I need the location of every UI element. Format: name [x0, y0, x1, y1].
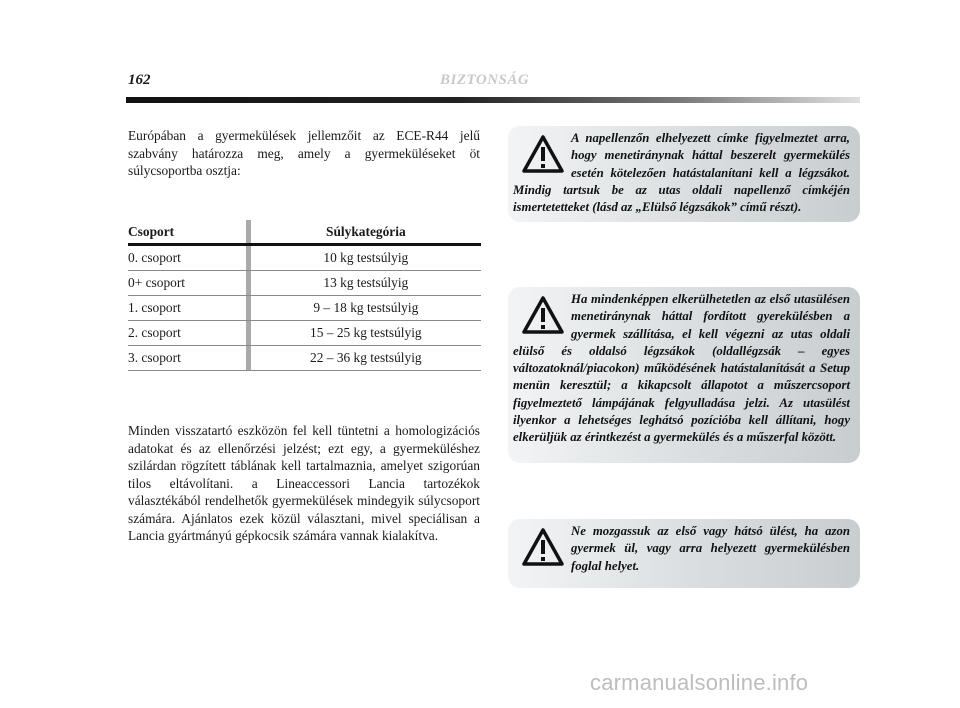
- group-cell: 0+ csoport: [128, 271, 246, 296]
- group-cell: 2. csoport: [128, 321, 246, 346]
- warning-text: Ha mindenképpen elkerülhetetlen az első utasülésen menetiránynak háttal fordított gyerekülésben a gyermek szállítása, el kell végezni az utas oldali elülső és oldalsó légzsákok (oldallégzsák – egyes változatoknál/piacokon) működésének hatástalanítását a Setup menün keresztül; a kikapcsolt állapotot a műszercsoport figyelmeztető lámpájának felgyulladása jelzi. Az utasülést ilyenkor a lehetséges leghátsó pozícióba kell állítani, hogy elkerüljük az érintkezést a gyermekülés és a műszerfal között.: [513, 292, 850, 445]
- watermark: carmanualsonline.info: [590, 670, 809, 695]
- group-cell: 3. csoport: [128, 346, 246, 371]
- column-header-weight: Súlykategória: [251, 220, 481, 245]
- table-row: [128, 321, 481, 346]
- weight-table: [128, 220, 481, 371]
- weight-cell: 9 – 18 kg testsúlyig: [251, 296, 481, 321]
- table-header-row: [128, 220, 481, 245]
- group-cell: 0. csoport: [128, 245, 246, 271]
- table-row: [128, 271, 481, 296]
- page-number: 162: [128, 72, 151, 88]
- warning-triangle-icon: [521, 295, 565, 335]
- header-rule: [126, 97, 860, 103]
- weight-cell: 13 kg testsúlyig: [251, 271, 481, 296]
- table-row: [128, 296, 481, 321]
- warning-triangle-icon: [521, 527, 565, 567]
- body-paragraph: Minden visszatartó eszközön fel kell tüntetni a homologizációs adatokat és az ellenőrzési jelzést; ezt egy, a gyermeküléshez szilárdan rögzített táblának kell tartalmaznia, amelyet szigorúan tilos eltávolítani. a Lineaccessori Lancia tartozékok választékából rendelhetők gyermekülések mindegyik súlycsoport számára. Ajánlatos ezek közül választani, mivel speciálisan a Lancia gyártmányú gépkocsik számára vannak kialakítva.: [128, 423, 480, 543]
- weight-cell: 10 kg testsúlyig: [251, 245, 481, 271]
- table-row: [128, 245, 481, 271]
- warning-box-airbag-label: [508, 126, 860, 222]
- intro-paragraph: Európában a gyermekülések jellemzőit az ECE-R44 jelű szabvány határozza meg, amely a gyermeküléseket öt súlycsoportba osztja:: [128, 128, 480, 178]
- warning-triangle-icon: [521, 134, 565, 174]
- group-cell: 1. csoport: [128, 296, 246, 321]
- warning-text: Ne mozgassuk az első vagy hátsó ülést, ha azon gyermek ül, vagy arra helyezett gyermekülésben foglal helyet.: [571, 524, 850, 573]
- column-header-group: Csoport: [128, 220, 246, 245]
- warning-box-seat-movement: [508, 519, 860, 588]
- section-title: BIZTONSÁG: [440, 72, 530, 88]
- warning-text: A napellenzőn elhelyezett címke figyelmeztet arra, hogy menetiránynak háttal beszerelt gyermekülés esetén kötelezően hatástalanítani kell a légzsákot. Mindig tartsuk be az utas oldali napellenző címkéjén ismertetetteket (lásd az „Elülső légzsákok” című részt).: [513, 131, 850, 215]
- weight-cell: 22 – 36 kg testsúlyig: [251, 346, 481, 371]
- weight-cell: 15 – 25 kg testsúlyig: [251, 321, 481, 346]
- warning-box-deactivate-airbag: [508, 287, 860, 463]
- table-row: [128, 346, 481, 371]
